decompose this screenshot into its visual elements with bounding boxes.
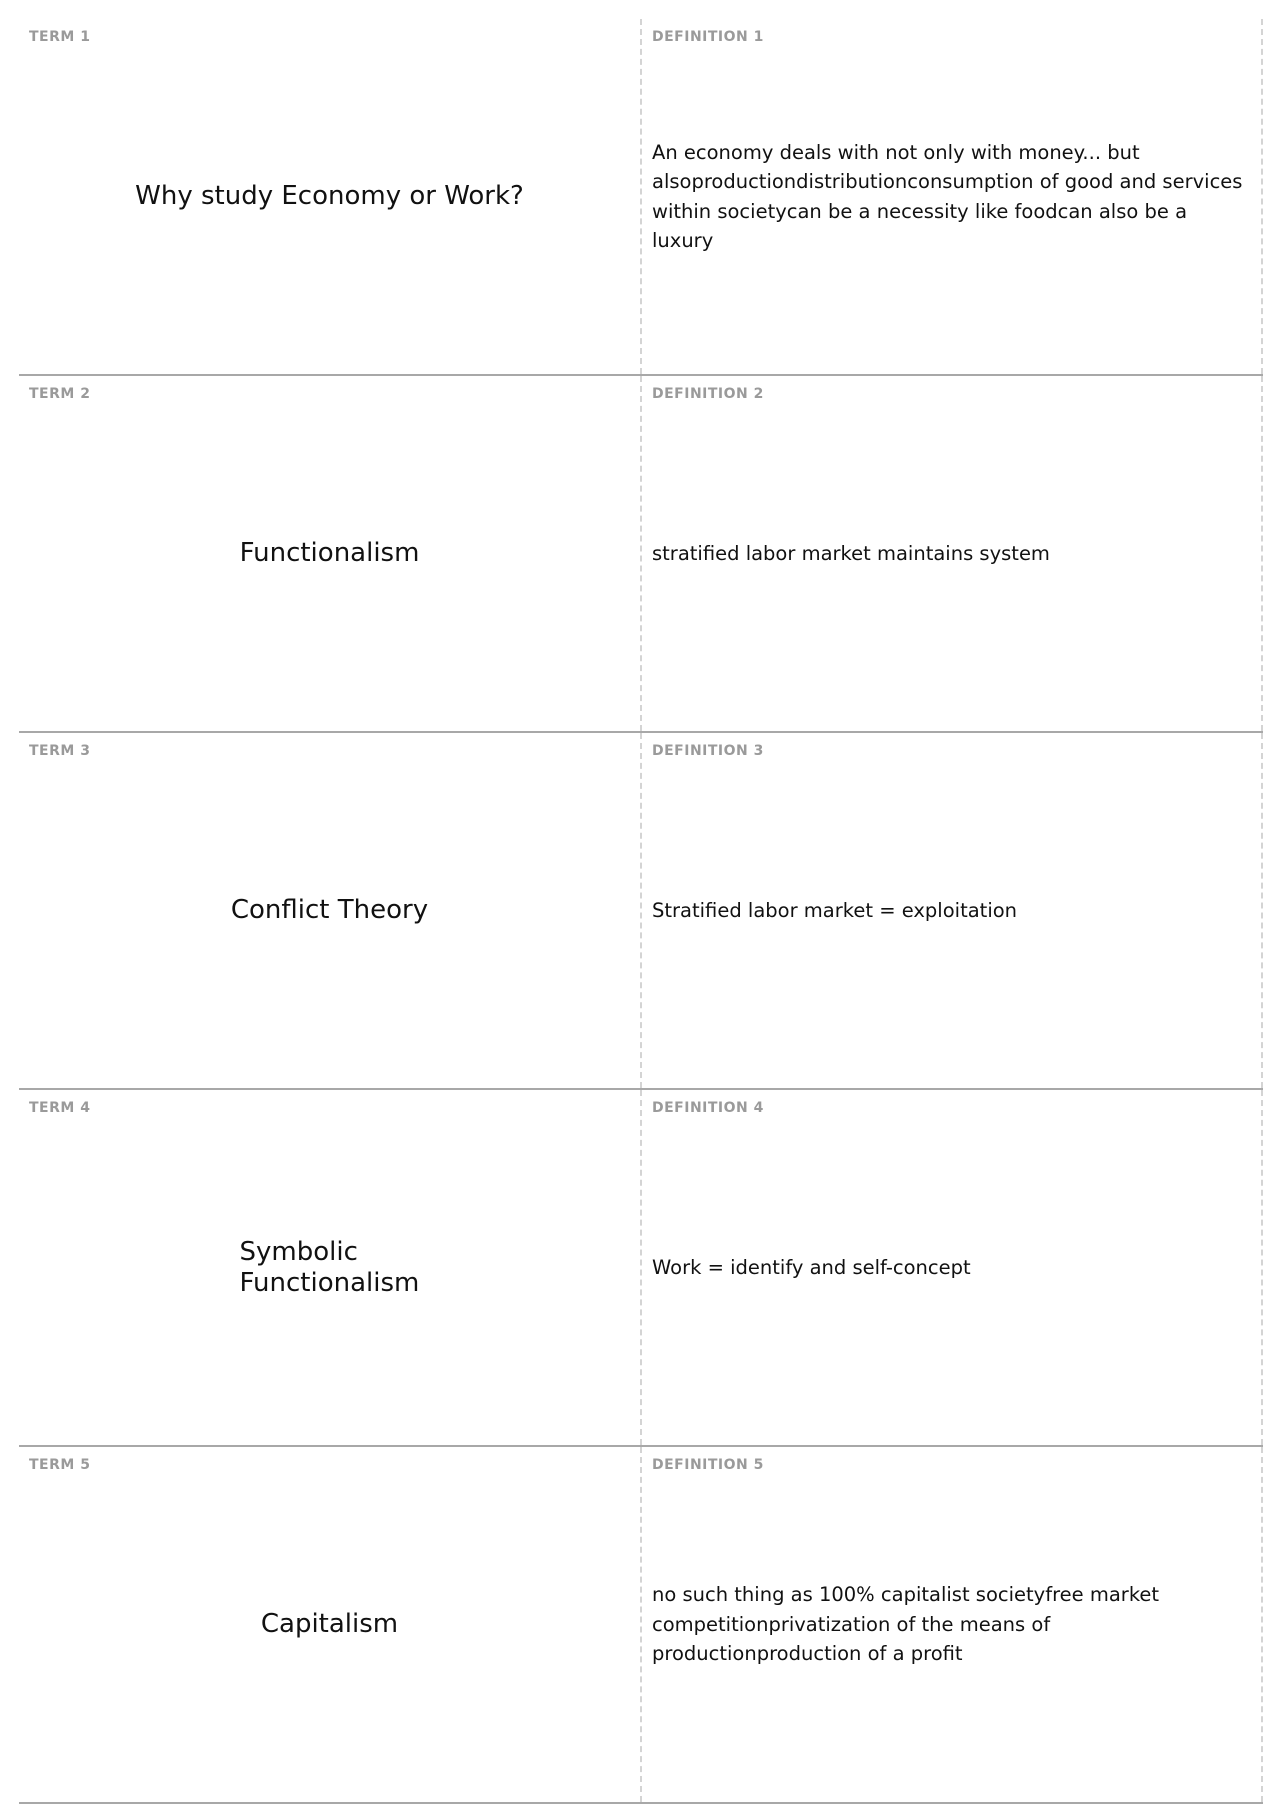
- term-cell: [19, 1090, 642, 1445]
- term-text-wrapper: [19, 19, 640, 374]
- term-text: Why study Economy or Work?: [135, 181, 524, 211]
- definition-text: stratified labor market maintains system: [652, 541, 1050, 565]
- term-text: Functionalism: [239, 538, 420, 568]
- definition-text-wrapper: [652, 19, 1253, 374]
- definition-text-wrapper: [652, 1447, 1253, 1802]
- card-row-3: [19, 733, 1263, 1090]
- term-label: TERM 2: [29, 386, 91, 402]
- definition-label: DEFINITION 2: [652, 386, 764, 402]
- definition-text-wrapper: [652, 1090, 1253, 1445]
- term-cell: [19, 19, 642, 374]
- card-row-2: [19, 376, 1263, 733]
- definition-cell: [642, 1090, 1263, 1445]
- term-label: TERM 5: [29, 1457, 91, 1473]
- term-label: TERM 4: [29, 1100, 91, 1116]
- term-cell: [19, 733, 642, 1088]
- definition-text: Stratified labor market = exploitation: [652, 898, 1018, 922]
- term-label: TERM 3: [29, 743, 91, 759]
- card-row-4: [19, 1090, 1263, 1447]
- term-text-wrapper: [19, 733, 640, 1088]
- definition-cell: [642, 733, 1263, 1088]
- term-text: Conflict Theory: [230, 895, 429, 925]
- definition-text: Work = identify and self-concept: [652, 1255, 971, 1279]
- definition-cell: [642, 1447, 1263, 1802]
- card-row-5: [19, 1447, 1263, 1804]
- term-text-wrapper: [19, 1447, 640, 1802]
- definition-label: DEFINITION 1: [652, 29, 764, 45]
- definition-text-wrapper: [652, 733, 1253, 1088]
- definition-cell: [642, 19, 1263, 374]
- term-cell: [19, 376, 642, 731]
- term-text-wrapper: [19, 1090, 640, 1445]
- term-text: Capitalism: [260, 1609, 399, 1639]
- term-text: Symbolic Functionalism: [239, 1236, 420, 1298]
- term-cell: [19, 1447, 642, 1802]
- definition-text: no such thing as 100% capitalist societyfree market competitionprivatization of the means of productionproduction of a profit: [652, 1583, 1160, 1666]
- card-row-1: [19, 19, 1263, 376]
- term-text-wrapper: [19, 376, 640, 731]
- definition-text: An economy deals with not only with money... but alsoproductiondistributionconsumption of good and services within societycan be a necessity like foodcan also be a luxury: [652, 140, 1243, 252]
- definition-label: DEFINITION 4: [652, 1100, 764, 1116]
- term-label: TERM 1: [29, 29, 91, 45]
- flashcard-sheet: [19, 19, 1263, 1804]
- definition-label: DEFINITION 3: [652, 743, 764, 759]
- definition-text-wrapper: [652, 376, 1253, 731]
- definition-cell: [642, 376, 1263, 731]
- definition-label: DEFINITION 5: [652, 1457, 764, 1473]
